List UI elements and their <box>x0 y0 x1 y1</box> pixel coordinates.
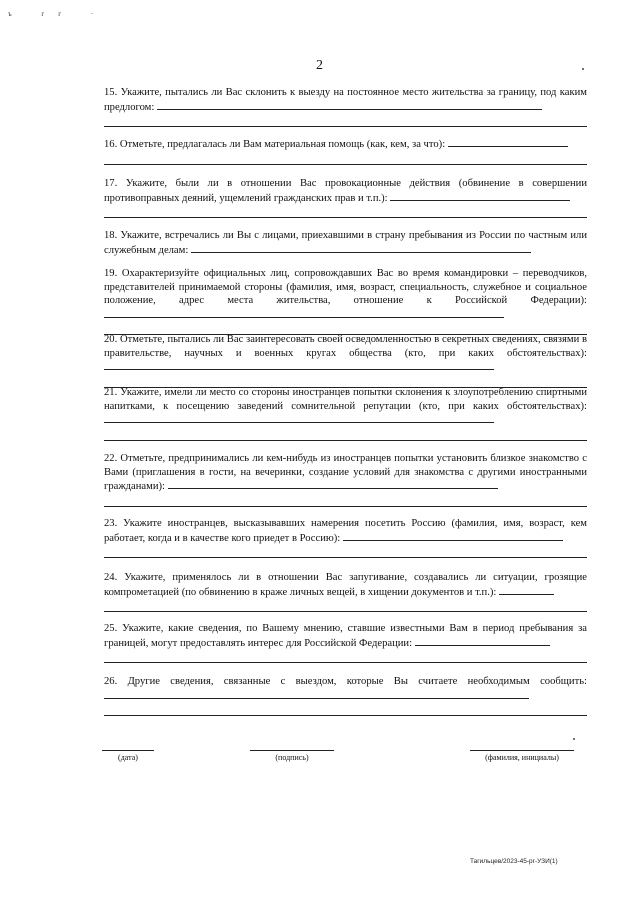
signature-label: (подпись) <box>275 753 309 762</box>
question-23 <box>104 517 587 558</box>
question-15-answer-line[interactable] <box>104 114 587 127</box>
page-number: 2 <box>316 58 323 73</box>
signature-field[interactable] <box>250 742 334 751</box>
question-23-answer-line[interactable] <box>104 545 587 558</box>
question-24-answer-line[interactable] <box>104 599 587 612</box>
question-20-answer-field[interactable] <box>104 360 494 370</box>
question-24 <box>104 571 587 612</box>
question-17 <box>104 177 587 218</box>
question-16-text: 16. Отметьте, предлагалась ли Вам материальная помощь (как, кем, за что): <box>104 139 446 150</box>
question-24-answer-field[interactable] <box>499 585 554 595</box>
question-26 <box>104 675 587 716</box>
question-21-text: 21. Укажите, имели ли место со стороны иностранцев попытки склонения к злоупотреблению спиртными напитками, к посещению заведений сомнительной репутации (кто, при каких обстоятельствах): <box>104 387 587 412</box>
date-block <box>102 742 154 762</box>
question-18-answer-field[interactable] <box>191 243 531 253</box>
question-23-text: 23. Укажите иностранцев, высказывавших намерения посетить Россию (фамилия, имя, возраст, кем работает, когда и в качестве кого приедет в Россию): <box>104 518 587 544</box>
question-15-answer-field[interactable] <box>157 100 542 110</box>
question-18-text: 18. Укажите, встречались ли Вы с лицами, приехавшими в страну пребывания из России по частным или служебным делам: <box>104 230 587 256</box>
question-15-text: 15. Укажите, пытались ли Вас склонить к выезду на постоянное место жительства за границу, под каким предлогом: <box>104 87 587 113</box>
question-19 <box>104 267 587 335</box>
question-17-text: 17. Укажите, были ли в отношении Вас провокационные действия (обвинение в совершении противоправных деяний, ущемлений гражданских прав и т.п.): <box>104 178 587 204</box>
question-22-answer-field[interactable] <box>168 479 498 489</box>
scan-artifact-marks: ъ гг · <box>8 10 108 18</box>
question-26-answer-line[interactable] <box>104 703 587 716</box>
question-21-answer-field[interactable] <box>104 413 494 423</box>
question-25-answer-field[interactable] <box>415 636 550 646</box>
question-22-answer-line[interactable] <box>104 494 587 507</box>
question-15 <box>104 86 587 127</box>
question-25 <box>104 622 587 663</box>
question-26-text: 26. Другие сведения, связанные с выездом, которые Вы считаете необходимым сообщить: <box>104 676 587 687</box>
question-17-answer-line[interactable] <box>104 205 587 218</box>
question-20 <box>104 333 587 388</box>
date-label: (дата) <box>118 753 138 762</box>
question-22-text: 22. Отметьте, предпринимались ли кем-нибудь из иностранцев попытки установить близкое знакомство с Вами (приглашения в гости, на вечеринки, создание условий для знакомства с другими иностранными гражданами): <box>104 453 587 493</box>
question-20-text: 20. Отметьте, пытались ли Вас заинтересовать своей осведомленностью в секретных сведениях, связями в правительстве, научных и военных кругах общества (кто, при каких обстоятельствах): <box>104 334 587 359</box>
question-19-text: 19. Охарактеризуйте официальных лиц, сопровождавших Вас во время командировки – переводчиков, представителей принимаемой стороны (фамилия, имя, возраст, специальность, служебное и социальное положение, адрес места жительства, отношение к Российской Федерации): <box>104 268 587 307</box>
name-field[interactable] <box>470 742 574 751</box>
question-16 <box>104 137 587 165</box>
scan-dot <box>582 68 584 70</box>
date-field[interactable] <box>102 742 154 751</box>
question-24-text: 24. Укажите, применялось ли в отношении Вас запугивание, создавались ли ситуации, грозящие компрометацией (по обвинению в краже личных вещей, в хищении документов и т.п.): <box>104 572 587 598</box>
question-26-answer-field[interactable] <box>104 689 529 699</box>
signature-block <box>250 742 334 762</box>
question-21-answer-line[interactable] <box>104 428 587 441</box>
question-19-answer-field[interactable] <box>104 308 504 318</box>
name-label: (фамилия, инициалы) <box>485 753 559 762</box>
question-16-answer-line[interactable] <box>104 152 587 165</box>
name-block <box>470 742 574 762</box>
scan-dot <box>573 738 575 740</box>
question-17-answer-field[interactable] <box>390 191 570 201</box>
question-22 <box>104 452 587 507</box>
document-reference: Тагильцев/2023-45-рг-УЗИ(1) <box>470 858 558 865</box>
question-21 <box>104 386 587 441</box>
question-25-answer-line[interactable] <box>104 650 587 663</box>
question-18 <box>104 229 587 257</box>
question-25-text: 25. Укажите, какие сведения, по Вашему мнению, ставшие известными Вам в период пребывания за границей, могут предоставлять интерес для Российской Федерации: <box>104 623 587 649</box>
question-16-answer-field[interactable] <box>448 137 568 147</box>
question-23-answer-field[interactable] <box>343 531 563 541</box>
